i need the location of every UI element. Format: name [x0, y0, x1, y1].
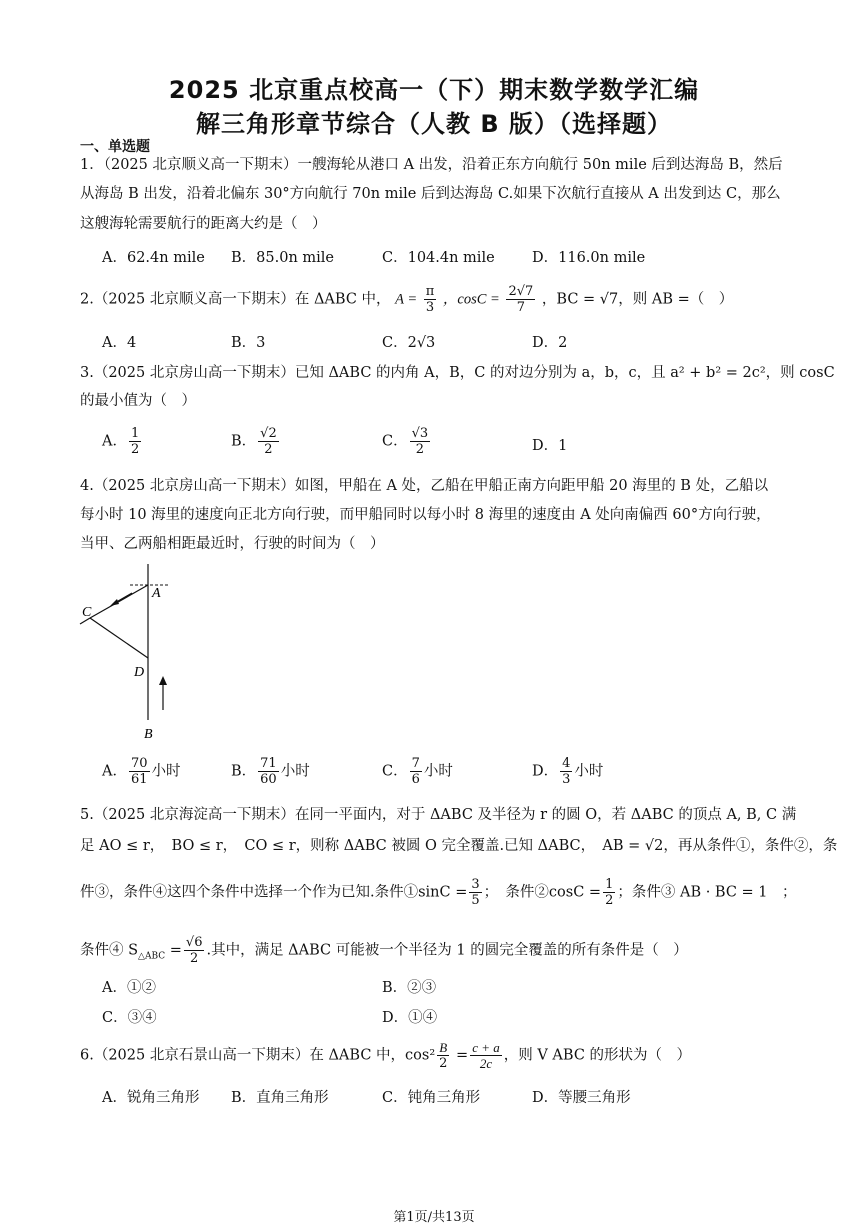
- page-number: 第1页/共13页: [393, 1210, 475, 1225]
- question-1-line-2: 从海岛 B 出发，沿着北偏东 30°方向航行 70n mile 后到达海岛 C.如果下次航行直接从 A 出发到达 C，那么: [80, 186, 781, 202]
- unit-label: 小时: [574, 763, 604, 780]
- segment-c-to-d: [90, 618, 148, 658]
- question-3-options: [102, 426, 802, 466]
- option-fraction: [129, 426, 141, 457]
- unit-label: 小时: [151, 763, 181, 780]
- option-c[interactable]: C．③④: [102, 1010, 157, 1026]
- option-a[interactable]: [102, 426, 143, 457]
- ship-diagram: [70, 560, 210, 745]
- option-c[interactable]: C．104.4n mile: [382, 250, 495, 266]
- option-fraction: [258, 756, 279, 787]
- question-3-line-2: 的最小值为（ ）: [80, 393, 196, 409]
- question-5-line-1: 5.（2025 北京海淀高一下期末）在同一平面内，对于 ΔABC 及半径为 r 的圆 O，若 ΔABC 的顶点 A, B, C 满: [80, 807, 797, 823]
- condition-4-label: 条件④ S: [80, 942, 139, 959]
- frac-den: 2: [605, 893, 614, 908]
- option-d[interactable]: D．1: [532, 438, 568, 454]
- option-fraction: [560, 756, 572, 787]
- area-subscript: △ABC: [138, 951, 166, 962]
- option-d[interactable]: D．2: [532, 335, 568, 351]
- a-equals: A =: [395, 291, 418, 308]
- question-1-options: [102, 246, 802, 270]
- direction-arrowhead: [110, 599, 119, 606]
- page-title: 2025 北京重点校高一（下）期末数学数学汇编: [168, 76, 700, 104]
- option-a[interactable]: A．4: [102, 335, 137, 351]
- frac-num: √2: [260, 426, 277, 441]
- cos-fraction: [603, 877, 615, 908]
- frac-den: 2: [439, 1056, 448, 1071]
- unit-label: 小时: [423, 763, 453, 780]
- option-letter: C．: [382, 433, 408, 450]
- question-4-line-2: 每小时 10 海里的速度向正北方向行驶，而甲船同时以每小时 8 海里的速度由 A 处向南偏西 60°方向行驶，: [80, 507, 771, 523]
- frac-num: √3: [411, 426, 429, 441]
- page-subtitle: 解三角形章节综合（人教 B 版）（选择题）: [195, 110, 672, 138]
- question-5-line-2: 足 AO ≤ r， BO ≤ r， CO ≤ r，则称 ΔABC 被圆 O 完全覆盖.已知 ΔABC， AB = √2，再从条件①，条件②，条: [80, 838, 838, 854]
- frac-num: 2√7: [508, 284, 534, 299]
- option-c[interactable]: [382, 756, 453, 787]
- option-letter: B．: [231, 763, 257, 780]
- frac-den: 60: [260, 772, 277, 787]
- option-letter: A．: [102, 763, 127, 780]
- option-fraction: [129, 756, 150, 787]
- option-letter: D．: [532, 763, 559, 780]
- question-2-options: [102, 331, 802, 355]
- frac-num: 70: [130, 756, 148, 771]
- section-heading: 一、单选题: [80, 139, 150, 155]
- option-c[interactable]: C．2√3: [382, 335, 436, 351]
- question-4-line-1: 4.（2025 北京房山高一下期末）如图，甲船在 A 处，乙船在甲船正南方向距甲船 20 海里的 B 处，乙船以: [80, 478, 769, 494]
- question-5-line-3: [80, 877, 800, 908]
- option-letter: B．: [231, 433, 257, 450]
- frac-den: 6: [411, 772, 420, 787]
- frac-den: 2c: [479, 1056, 493, 1071]
- option-d[interactable]: D．116.0n mile: [532, 250, 646, 266]
- option-b[interactable]: B．3: [231, 335, 266, 351]
- label-c: C: [82, 605, 92, 620]
- frac-num: 71: [260, 756, 277, 771]
- question-3-line-1: 3.（2025 北京房山高一下期末）已知 ΔABC 的内角 A，B，C 的对边分别为 a，b，c，且 a² + b² = 2c²，则 cosC: [80, 365, 835, 381]
- option-fraction: [410, 426, 431, 457]
- option-d[interactable]: D．等腰三角形: [532, 1090, 631, 1106]
- option-a[interactable]: A．62.4n mile: [102, 250, 205, 266]
- pi-over-3: [424, 284, 437, 315]
- option-b[interactable]: B．②③: [382, 980, 437, 996]
- ratio-fraction: [470, 1040, 502, 1071]
- option-a[interactable]: [102, 756, 181, 787]
- option-letter: C．: [382, 763, 408, 780]
- frac-num: 4: [562, 756, 571, 771]
- question-2-stem: [80, 284, 800, 315]
- option-d[interactable]: [532, 756, 603, 787]
- frac-num: 7: [411, 756, 420, 771]
- unit-label: 小时: [280, 763, 310, 780]
- frac-num: √6: [185, 935, 203, 950]
- condition-2: ； 条件②cosC =: [483, 884, 602, 901]
- option-fraction: [410, 756, 422, 787]
- option-b[interactable]: B．直角三角形: [231, 1090, 329, 1106]
- frac-num: π: [425, 284, 435, 299]
- north-arrowhead: [159, 676, 167, 685]
- option-b[interactable]: B．85.0n mile: [231, 250, 334, 266]
- area-fraction: [184, 935, 205, 966]
- label-b: B: [144, 727, 153, 742]
- question-5-ask: .其中，满足 ΔABC 可能被一个半径为 1 的圆完全覆盖的所有条件是（ ）: [206, 942, 688, 959]
- question-1-line-1: 1．（2025 北京顺义高一下期末）一艘海轮从港口 A 出发，沿着正东方向航行 50n mile 后到达海岛 B，然后: [80, 157, 783, 173]
- condition-3: ；条件③ AB · BC = 1 ；: [617, 884, 797, 901]
- sin-fraction: [469, 877, 481, 908]
- question-5-line-4: [80, 935, 800, 966]
- frac-den: 2: [264, 442, 273, 457]
- label-a: A: [152, 586, 161, 601]
- option-a[interactable]: A．①②: [102, 980, 156, 996]
- frac-den: 5: [471, 893, 480, 908]
- question-4-line-3: 当甲、乙两船相距最近时，行驶的时间为（ ）: [80, 536, 385, 552]
- frac-num: 3: [471, 877, 480, 892]
- question-4-options: [102, 756, 802, 796]
- cos-c-fraction: [506, 284, 535, 315]
- frac-den: 2: [130, 442, 140, 457]
- question-5-options-row-1: [102, 976, 802, 1000]
- frac-den: 2: [415, 442, 425, 457]
- option-a[interactable]: A．锐角三角形: [102, 1090, 200, 1106]
- cos-c-equals: ，cosC =: [442, 291, 500, 308]
- frac-den: 3: [562, 772, 571, 787]
- condition-intro: 件③，条件④这四个条件中选择一个作为已知.条件①sinC =: [80, 884, 468, 901]
- question-6-prefix: 6.（2025 北京石景山高一下期末）在 ΔABC 中，cos²: [80, 1047, 436, 1064]
- frac-num: B: [437, 1040, 449, 1056]
- equals-sign: =: [165, 942, 182, 959]
- equals-sign: =: [451, 1047, 469, 1064]
- question-6-stem: [80, 1040, 800, 1071]
- question-6-options: [102, 1086, 802, 1110]
- question-2-prefix: 2.（2025 北京顺义高一下期末）在 ΔABC 中，: [80, 291, 391, 308]
- option-fraction: [258, 426, 279, 457]
- question-5-options-row-2: [102, 1006, 802, 1030]
- frac-den: 3: [425, 300, 435, 315]
- option-c[interactable]: C．钝角三角形: [382, 1090, 481, 1106]
- frac-num: 1: [130, 426, 140, 441]
- question-6-ask: ，则 V ABC 的形状为（ ）: [503, 1047, 692, 1064]
- option-b[interactable]: [231, 756, 310, 787]
- option-d[interactable]: D．①④: [382, 1010, 438, 1026]
- frac-num: c + a: [472, 1040, 500, 1055]
- frac-den: 61: [130, 772, 148, 787]
- question-1-line-3: 这艘海轮需要航行的距离大约是（ ）: [80, 216, 327, 232]
- bc-condition: ，BC = √7，则 AB =（ ）: [541, 291, 734, 308]
- option-b[interactable]: [231, 426, 281, 457]
- frac-den: 2: [190, 951, 199, 966]
- option-c[interactable]: [382, 426, 432, 457]
- path-a-to-c: [90, 585, 148, 618]
- label-d: D: [134, 665, 145, 680]
- half-angle-fraction: [437, 1040, 449, 1071]
- frac-den: 7: [516, 300, 525, 315]
- option-letter: A．: [102, 433, 127, 450]
- frac-num: 1: [605, 877, 614, 892]
